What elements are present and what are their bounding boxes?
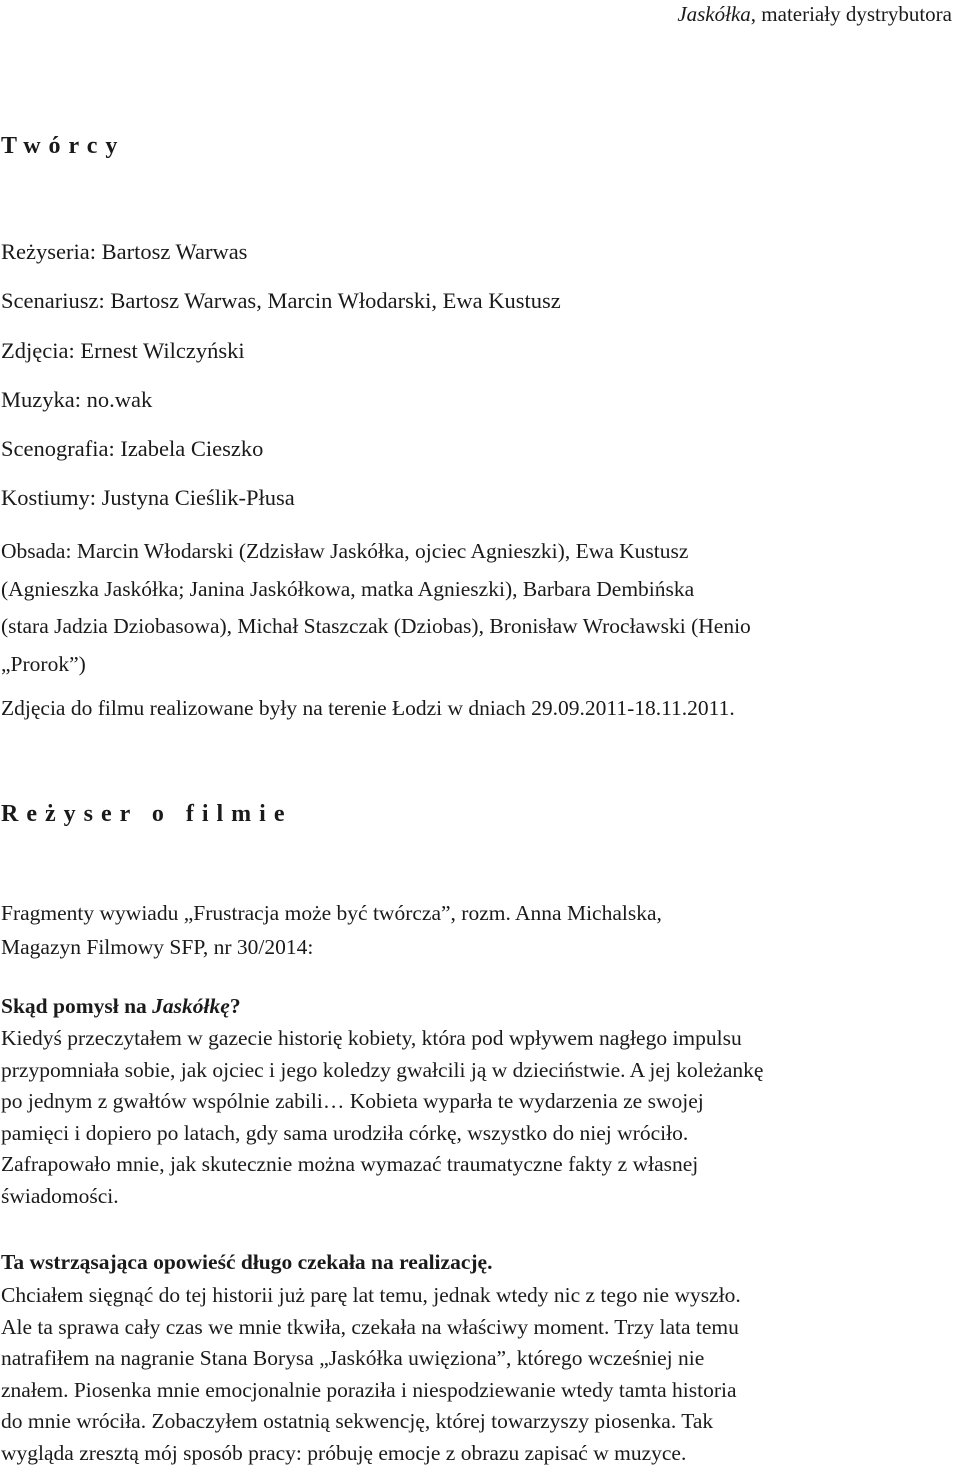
cast-line: (stara Jadzia Dziobasowa), Michał Staszczak (Dziobas), Bronisław Wrocławski (Henio xyxy=(1,614,751,638)
answer-line: natrafiłem na nagranie Stana Borysa „Jaskółka uwięziona”, którego wcześniej nie xyxy=(1,1346,705,1370)
section-title-tworcy: Twórcy xyxy=(1,133,126,159)
page-header xyxy=(677,2,952,27)
credit-line: Muzyka: no.wak xyxy=(1,387,153,412)
cast-line: Obsada: Marcin Włodarski (Zdzisław Jaskółka, ojciec Agnieszki), Ewa Kustusz xyxy=(1,539,689,563)
answer-line: przypomniała sobie, jak ojciec i jego koledzy gwałcili ją w dzieciństwie. A jej koleżankę xyxy=(1,1057,764,1082)
intro-line: Fragmenty wywiadu „Frustracja może być twórcza”, rozm. Anna Michalska, xyxy=(1,901,662,925)
answer-line: Zafrapowało mnie, jak skutecznie można wymazać traumatyczne fakty z własnej xyxy=(1,1152,699,1176)
interview-intro xyxy=(1,896,956,964)
shooting-info: Zdjęcia do filmu realizowane były na terenie Łodzi w dniach 29.09.2011-18.11.2011. xyxy=(1,696,735,720)
answer-line: znałem. Piosenka mnie emocjonalnie poraziła i niespodziewanie wtedy tamta historia xyxy=(1,1377,737,1402)
intro-line: Magazyn Filmowy SFP, nr 30/2014: xyxy=(1,935,314,959)
credit-line: Scenografia: Izabela Cieszko xyxy=(1,436,264,461)
question-1-prefix: Skąd pomysł na xyxy=(1,994,153,1018)
answer-line: po jednym z gwałtów wspólnie zabili… Kobieta wyparła te wydarzenia ze swojej xyxy=(1,1089,704,1113)
answer-line: pamięci i dopiero po latach, gdy sama urodziła córkę, wszystko do niej wróciło. xyxy=(1,1120,689,1145)
question-2: Ta wstrząsająca opowieść długo czekała na realizację. xyxy=(1,1250,493,1274)
credit-line: Scenariusz: Bartosz Warwas, Marcin Włodarski, Ewa Kustusz xyxy=(1,288,561,313)
cast-paragraph xyxy=(1,533,956,683)
credit-line: Zdjęcia: Ernest Wilczyński xyxy=(1,338,245,363)
header-title-rest: , materiały dystrybutora xyxy=(750,2,952,26)
question-1 xyxy=(1,994,241,1019)
answer-2 xyxy=(1,1280,956,1469)
cast-line: (Agnieszka Jaskółka; Janina Jaskółkowa, matka Agnieszki), Barbara Dembińska xyxy=(1,576,695,601)
answer-line: świadomości. xyxy=(1,1183,119,1208)
answer-1 xyxy=(1,1023,956,1212)
answer-line: wygląda zresztą mój sposób pracy: próbuję emocje z obrazu zapisać w muzyce. xyxy=(1,1440,687,1465)
cast-line: „Prorok”) xyxy=(1,651,86,676)
section-title-rezyser: Reżyser o filmie xyxy=(1,801,293,827)
credit-line: Kostiumy: Justyna Cieślik-Płusa xyxy=(1,485,295,510)
answer-line: Chciałem sięgnąć do tej historii już parę lat temu, jednak wtedy nic z tego nie wyszło. xyxy=(1,1283,741,1307)
header-title-italic: Jaskółka xyxy=(677,2,751,26)
credit-line: Reżyseria: Bartosz Warwas xyxy=(1,239,248,264)
question-1-suffix: ? xyxy=(229,994,241,1018)
answer-line: Kiedyś przeczytałem w gazecie historię kobiety, która pod wpływem nagłego impulsu xyxy=(1,1026,742,1050)
answer-line: Ale ta sprawa cały czas we mnie tkwiła, czekała na właściwy moment. Trzy lata temu xyxy=(1,1314,739,1339)
answer-line: do mnie wróciła. Zobaczyłem ostatnią sekwencję, której towarzyszy piosenka. Tak xyxy=(1,1409,714,1433)
question-1-title: Jaskółkę xyxy=(152,994,230,1018)
